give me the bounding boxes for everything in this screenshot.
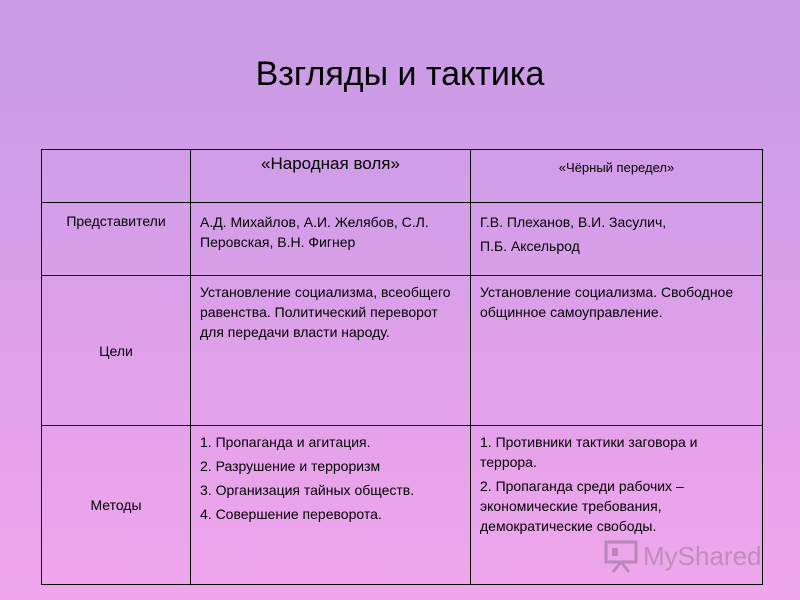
table-row: [42, 203, 763, 276]
table-header-row: [42, 150, 763, 203]
row-label-goals: Цели: [42, 276, 191, 426]
methods-narodnaya-volya: [191, 426, 471, 585]
row-label-methods: Методы: [42, 426, 191, 585]
list-item: 4. Совершение переворота.: [200, 506, 382, 522]
list-item: 1. Пропаганда и агитация.: [200, 434, 371, 450]
slide-title: Взгляды и тактика: [255, 55, 545, 93]
cell-text: Установление социализма, всеобщего равенства. Политический переворот для передачи власти народу.: [200, 284, 451, 340]
goals-chyorny-peredel: [471, 276, 763, 426]
cell-text: Г.В. Плеханов, В.И. Засулич,: [480, 214, 667, 230]
representatives-chyorny-peredel: [471, 203, 763, 276]
watermark-text: MyShared: [643, 540, 762, 571]
goals-narodnaya-volya: [191, 276, 471, 426]
header-narodnaya-volya: «Народная воля»: [191, 150, 471, 203]
representatives-narodnaya-volya: [191, 203, 471, 276]
table-row: [42, 276, 763, 426]
header-chyorny-peredel: «Чёрный передел»: [471, 150, 763, 203]
header-empty-cell: [42, 150, 191, 203]
list-item: 2. Разрушение и терроризм: [200, 458, 381, 474]
presentation-board-icon: [603, 538, 639, 574]
list-item: 1. Противники тактики заговора и террора.: [480, 434, 698, 470]
cell-text: А.Д. Михайлов, А.И. Желябов, С.Л. Перовская, В.Н. Фигнер: [200, 214, 429, 250]
cell-text: П.Б. Аксельрод: [480, 238, 580, 254]
watermark-logo: [603, 538, 773, 574]
cell-text: Установление социализма. Свободное общинное самоуправление.: [480, 284, 734, 320]
list-item: 3. Организация тайных обществ.: [200, 482, 415, 498]
list-item: 2. Пропаганда среди рабочих – экономические требования, демократические свободы.: [480, 478, 684, 534]
row-label-representatives: Представители: [42, 203, 191, 276]
comparison-table: [41, 149, 763, 585]
